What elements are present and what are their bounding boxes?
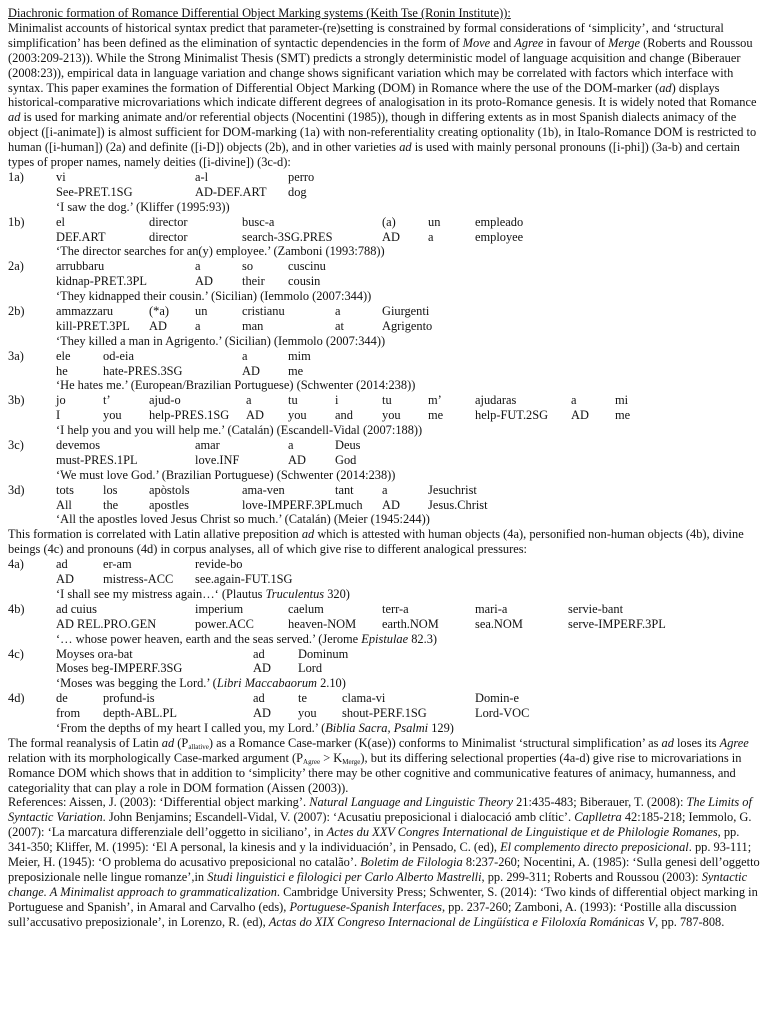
intro-text-run: (Roberts and Roussou (2003:209-213)). While the Strong Minimalist Thesis (SMT) predicts a strongly deterministic model of language acquisition and change (Biberauer (2008:23)), empirical data in language variation and change shows significant variation which may be correlated with factors which interface with syntax. This paper examines the formation of Differential Object Marking (DOM) in Romance where the use of the DOM-marker ( (8, 35, 753, 95)
source-word: a (382, 482, 388, 497)
morpheme-gloss: AD (246, 408, 264, 423)
references-text-run: 42:185-218; Iemmolo, G. (2007): ‘La marcatura differenziale dell’oggetto in siciliano’, in (8, 810, 752, 840)
example-block (8, 483, 764, 528)
abstract-page (8, 6, 764, 930)
translation-text: ‘I help you and you will help me.’ (Catalán) (Escandell-Vidal (2007:188)) (56, 423, 423, 438)
source-word: ad (56, 557, 68, 572)
source-word: terr-a (382, 601, 409, 616)
intro-text-run: ad (8, 110, 21, 125)
morpheme-gloss: AD (253, 661, 271, 676)
morpheme-gloss: AD (56, 572, 74, 587)
intro-text-run: in favour of (543, 35, 609, 50)
references-text-run: References: Aissen, J. (2003): ‘Differential object marking’. (8, 795, 310, 810)
example-number: 4c) (8, 646, 24, 661)
translation-text: ‘He hates me.’ (European/Brazilian Portuguese) (Schwenter (2014:238)) (56, 378, 416, 393)
morpheme-gloss: AD (288, 452, 306, 467)
morpheme-gloss: AD-DEF.ART (195, 184, 267, 199)
example-gloss-line (8, 215, 764, 230)
example-gloss-line (8, 438, 764, 453)
translation-text: Biblia Sacra, Psalmi (325, 720, 429, 735)
conclusion-text-run: Agree (719, 735, 749, 750)
conclusion-text-run: (P (174, 735, 189, 750)
morpheme-gloss: depth-ABL.PL (103, 706, 177, 721)
source-word: so (242, 259, 254, 274)
morpheme-gloss: at (335, 318, 344, 333)
example-morph-line (8, 498, 764, 513)
source-word: amar (195, 438, 220, 452)
morpheme-gloss: help-PRES.1SG (149, 408, 230, 423)
translation-text: Epistulae (361, 631, 409, 646)
morpheme-gloss: you (298, 706, 317, 721)
references-text-run: . John Benjamins; Escandell-Vidal, V. (2007): ‘Acusatiu preposicional i dialocació amb clític’. (102, 810, 575, 825)
morpheme-gloss: kill-PRET.3PL (56, 318, 130, 333)
translation-text: ‘They killed a man in Agrigento.’ (Sicilian) (Iemmolo (2007:344)) (56, 333, 386, 348)
morpheme-gloss: AD (382, 229, 400, 244)
source-word: od-eia (103, 348, 134, 363)
references-text-run: Actes du XXV Congres International de Linguistique et de Philologie Romanes (326, 825, 718, 840)
morpheme-gloss: Agrigento (382, 318, 433, 333)
references-text-run: . pp. 93-111; Meier, H. (1945): ‘O problema do acusativo preposicional no catalão’. (8, 840, 752, 870)
morpheme-gloss: employee (475, 229, 524, 244)
example-translation (8, 587, 764, 602)
conclusion-text-run: The formal reanalysis of Latin (8, 735, 162, 750)
references-text-run: Caplletra (574, 810, 622, 825)
example-number: 1a) (8, 169, 24, 184)
morpheme-gloss: AD (242, 363, 260, 378)
intro-text-run: Minimalist accounts of historical syntax predict that parameter-(re)setting is constrained by formal considerations of ‘simplicity’, and ‘structural simplification’ has been defined as the elimination of syntactic dependencies in the form of (8, 20, 724, 50)
references-text-run: Studi linguistici e filologici per Carlo Alberto Mastrelli (207, 870, 482, 884)
morpheme-gloss: and (335, 408, 353, 423)
morpheme-gloss: help-FUT.2SG (475, 408, 549, 423)
middle-text-run: ad (301, 527, 315, 542)
references-text-run: , pp. 237-260; Zamboni, A. (1993): ‘Postille alla discussion sull’accusativo preposizionale’, in Lorenzo, R. (ed), (8, 899, 737, 929)
example-number: 4a) (8, 557, 24, 572)
example-morph-line (8, 661, 764, 676)
example-morph-line (8, 274, 764, 289)
morpheme-gloss: AD (195, 274, 213, 289)
source-word: er-am (103, 557, 132, 572)
example-translation (8, 632, 764, 647)
example-number: 3c) (8, 438, 24, 452)
morpheme-gloss: hate-PRES.3SG (103, 363, 183, 378)
source-word: un (195, 303, 208, 318)
source-word: a (288, 438, 294, 452)
examples-group-1 (8, 170, 764, 527)
morpheme-gloss: you (288, 408, 307, 423)
morpheme-gloss: DEF.ART (56, 229, 106, 244)
example-translation (8, 423, 764, 438)
conclusion-text-run: Agree (303, 757, 321, 766)
source-word: vi (56, 169, 66, 184)
example-number: 3a) (8, 348, 24, 363)
source-word: (a) (382, 214, 396, 229)
morpheme-gloss: must-PRES.1PL (56, 452, 138, 467)
example-block (8, 438, 764, 483)
example-gloss-line (8, 304, 764, 319)
source-word: los (103, 482, 118, 497)
source-word: Deus (335, 438, 361, 452)
example-block (8, 557, 764, 602)
morpheme-gloss: search-3SG.PRES (242, 229, 333, 244)
references-text-run: Syntactic change. A Minimalist approach to grammaticalization (8, 870, 748, 899)
morpheme-gloss: AD (571, 408, 589, 423)
conclusion-paragraph (8, 736, 764, 796)
examples-group-2 (8, 557, 764, 736)
intro-paragraph (8, 21, 764, 170)
source-word: ama-ven (242, 482, 285, 497)
morpheme-gloss: me (428, 408, 444, 423)
morpheme-gloss: sea.NOM (475, 616, 523, 631)
example-translation (8, 244, 764, 259)
example-translation (8, 676, 764, 691)
example-number: 1b) (8, 214, 25, 229)
source-word: revide-bo (195, 557, 243, 572)
conclusion-text-run: ad (661, 735, 674, 750)
conclusion-text-run: relation with its morphologically Case-marked argument (P (8, 750, 304, 765)
source-word: jo (56, 393, 66, 408)
example-morph-line (8, 706, 764, 721)
morpheme-gloss: kidnap-PRET.3PL (56, 274, 147, 289)
morpheme-gloss: mistress-ACC (103, 572, 174, 587)
source-word: ammazzaru (56, 303, 114, 318)
conclusion-text-run: ad (161, 735, 175, 750)
source-word: ajud-o (149, 393, 181, 408)
morpheme-gloss: from (56, 706, 81, 721)
source-word: ad (253, 691, 265, 706)
source-word: i (335, 393, 339, 408)
source-word: tu (382, 393, 392, 408)
source-word: profund-is (103, 691, 155, 706)
translation-text: ‘They kidnapped their cousin.’ (Sicilian) (Iemmolo (2007:344)) (56, 289, 372, 304)
morpheme-gloss: I (56, 408, 61, 423)
example-number: 4d) (8, 691, 25, 706)
morpheme-gloss: dog (288, 184, 307, 199)
translation-text: ‘I saw the dog.’ (Kliffer (1995:93)) (56, 199, 230, 214)
source-word: ad (253, 646, 265, 661)
morpheme-gloss: God (335, 452, 357, 467)
morpheme-gloss: Lord-VOC (475, 706, 530, 721)
source-word: a (335, 303, 341, 318)
source-word: arrubbaru (56, 259, 105, 274)
translation-text: ‘Moses was begging the Lord.’ ( (56, 676, 217, 691)
source-word: director (149, 214, 188, 229)
source-word: tant (335, 482, 354, 497)
example-block (8, 393, 764, 438)
references-text-run: Natural Language and Linguistic Theory (309, 795, 513, 810)
morpheme-gloss: love.INF (195, 452, 240, 467)
translation-text: ‘I shall see my mistress again…‘ (Plautus (56, 586, 266, 601)
source-word: ad cuius (56, 601, 97, 616)
example-gloss-line (8, 647, 764, 662)
example-translation (8, 378, 764, 393)
intro-text-run: Agree (514, 35, 544, 50)
source-word: a (246, 393, 252, 408)
references-text-run: , pp. 341-350; Kliffer, M. (1995): ‘El A personal, la kinesis and y la individuación’, in Pensado, C. (ed), (8, 825, 740, 855)
source-word: a-l (195, 169, 209, 184)
translation-text: ‘… whose power heaven, earth and the seas served.’ (Jerome (56, 631, 362, 646)
morpheme-gloss: earth.NOM (382, 616, 439, 631)
source-word: empleado (475, 214, 524, 229)
source-word: apòstols (149, 482, 190, 497)
morpheme-gloss: man (242, 318, 264, 333)
example-morph-line (8, 453, 764, 468)
morpheme-gloss: me (615, 408, 631, 423)
middle-paragraph (8, 527, 764, 557)
translation-text: ‘We must love God.’ (Brazilian Portuguese) (Schwenter (2014:238)) (56, 467, 396, 482)
example-morph-line (8, 408, 764, 423)
morpheme-gloss: you (382, 408, 401, 423)
source-word: (*a) (149, 303, 169, 318)
morpheme-gloss: much (335, 497, 363, 512)
references-text-run: El complemento directo preposicional (500, 840, 689, 855)
references-text-run: Boletim de Filologia (360, 855, 463, 870)
morpheme-gloss: power.ACC (195, 616, 254, 631)
morpheme-gloss: a (428, 229, 434, 244)
example-gloss-line (8, 259, 764, 274)
source-word: perro (288, 169, 315, 184)
translation-text: 129) (428, 720, 454, 735)
translation-text: ‘All the apostles loved Jesus Christ so much.’ (Catalán) (Meier (1945:244)) (56, 512, 430, 527)
references-text-run: . Cambridge University Press; Schwenter, S. (2014): ‘Two kinds of differential object marking in Portuguese and Spanish’, in Amaral and Carvalho (eds), (8, 884, 758, 914)
example-gloss-line (8, 349, 764, 364)
example-number: 4b) (8, 601, 25, 616)
references-text-run: Portuguese-Spanish Interfaces (289, 899, 442, 914)
example-gloss-line (8, 602, 764, 617)
example-block (8, 647, 764, 692)
conclusion-text-run: ), but its differing selectional properties (4a-d) give rise to microvariations in Romance DOM which shows that in addition to ‘simplicity’ there may be other cognitive and communicative features of animacy, humanness, and categoriality that can play a role in DOM formation (Aissen (2003)). (8, 750, 742, 795)
conclusion-text-run: ) as a Romance Case-marker (K(ase)) conforms to Minimalist ‘structural simplification’ as (208, 735, 662, 750)
morpheme-gloss: Lord (298, 661, 323, 676)
source-word: el (56, 214, 65, 229)
source-word: clama-vi (342, 691, 386, 706)
page-title: Diachronic formation of Romance Differential Object Marking systems (Keith Tse (Ronin Institute)): (8, 6, 511, 20)
source-word: mari-a (475, 601, 508, 616)
example-block (8, 215, 764, 260)
morpheme-gloss: cousin (288, 274, 321, 289)
morpheme-gloss: AD REL.PRO.GEN (56, 616, 157, 631)
morpheme-gloss: see.again-FUT.1SG (195, 572, 293, 587)
source-word: cuscinu (288, 259, 326, 274)
translation-text: ‘The director searches for an(y) employee.’ (Zamboni (1993:788)) (56, 244, 385, 259)
morpheme-gloss: director (149, 229, 188, 244)
example-block (8, 259, 764, 304)
references-text-run: The Limits of Syntactic Variation (8, 795, 752, 825)
source-word: devemos (56, 438, 101, 452)
example-translation (8, 334, 764, 349)
morpheme-gloss: shout-PERF.1SG (342, 706, 427, 721)
source-word: te (298, 691, 307, 706)
intro-text-run: and (490, 35, 515, 50)
references-text-run: 21:435-483; Biberauer, T. (2008): (512, 795, 687, 810)
example-block (8, 602, 764, 647)
example-morph-line (8, 319, 764, 334)
middle-text-run: This formation is correlated with Latin allative preposition (8, 527, 302, 542)
intro-text-run: ) displays historical-comparative microvariations which indicate different degrees of analogisation in its proto-Romance genesis. It is widely noted that Romance (8, 80, 757, 110)
example-gloss-line (8, 691, 764, 706)
references-paragraph (8, 795, 764, 929)
morpheme-gloss: a (195, 318, 201, 333)
morpheme-gloss: heaven-NOM (288, 616, 357, 631)
translation-text: 2.10) (316, 676, 346, 691)
translation-text: Truculentus (265, 586, 325, 601)
example-block (8, 170, 764, 215)
example-morph-line (8, 364, 764, 379)
morpheme-gloss: AD (253, 706, 271, 721)
example-morph-line (8, 185, 764, 200)
example-number: 3d) (8, 482, 25, 497)
example-morph-line (8, 617, 764, 632)
morpheme-gloss: AD (149, 318, 167, 333)
morpheme-gloss: the (103, 497, 119, 512)
source-word: Domin-e (475, 691, 520, 706)
morpheme-gloss: AD (382, 497, 400, 512)
example-gloss-line (8, 483, 764, 498)
conclusion-text-run: > K (320, 750, 343, 765)
example-number: 2a) (8, 259, 24, 274)
intro-text-run: Merge (608, 35, 640, 50)
morpheme-gloss: you (103, 408, 122, 423)
source-word: Jesuchrist (428, 482, 477, 497)
source-word: caelum (288, 601, 324, 616)
source-word: t’ (103, 393, 111, 408)
source-word: ele (56, 348, 71, 363)
intro-text-run: ad (399, 140, 412, 155)
source-word: a (571, 393, 577, 408)
source-word: busc-a (242, 214, 275, 229)
middle-text-run: which is attested with human objects (4a), personified non-human objects (4b), divine beings (4c) and pronouns (4d) in corpus analyses, all of which give rise to different analogical pressures: (8, 527, 744, 557)
source-word: a (242, 348, 248, 363)
intro-text-run: is used with mainly personal pronouns ([i-phi]) (3a-b) and certain types of proper names, namely deities ([i-divine]) (3c-d): (8, 140, 740, 170)
conclusion-text-run: allative (188, 742, 209, 751)
intro-text-run: Move (462, 35, 491, 50)
source-word: servie-bant (568, 601, 624, 616)
references-text-run: 8:237-260; Nocentini, A. (1985): ‘Sulla genesi dell’oggetto preposizionale nelle lingue romanze’,in (8, 855, 760, 884)
morpheme-gloss: All (56, 497, 72, 512)
translation-text: Libri Maccabaorum (216, 676, 317, 691)
source-word: a (195, 259, 201, 274)
source-word: imperium (195, 601, 244, 616)
source-word: Moyses ora-bat (56, 646, 133, 661)
intro-text-run: is used for marking animate and/or referential objects (Nocentini (1985)), though in differing extents as in most Spanish dialects animacy of the object ([i-animate]) is almost sufficient for DOM-marking (1a) with non-referentiality creating optionality (1b), in Italo-Romance DOM is restricted to human ([i-human]) (2a) and definite ([i-D]) objects (2b), and in other varieties (8, 110, 757, 155)
example-block (8, 691, 764, 736)
example-morph-line (8, 572, 764, 587)
source-word: tu (288, 393, 298, 408)
example-translation (8, 289, 764, 304)
example-number: 2b) (8, 303, 25, 318)
morpheme-gloss: he (56, 363, 68, 378)
source-word: de (56, 691, 68, 706)
translation-text: 82.3) (408, 631, 438, 646)
example-block (8, 349, 764, 394)
example-number: 3b) (8, 393, 25, 408)
morpheme-gloss: me (288, 363, 304, 378)
translation-text: 320) (324, 586, 350, 601)
example-translation (8, 721, 764, 736)
morpheme-gloss: Jesus.Christ (428, 497, 488, 512)
source-word: Giurgenti (382, 303, 430, 318)
example-translation (8, 512, 764, 527)
references-text-run: , pp. 787-808. (655, 914, 725, 929)
example-block (8, 304, 764, 349)
source-word: cristianu (242, 303, 285, 318)
intro-text-run: ad (659, 80, 672, 95)
references-text-run: , pp. 299-311; Roberts and Roussou (2003): (481, 870, 702, 884)
translation-text: ‘From the depths of my heart I called you, my Lord.’ ( (56, 720, 326, 735)
source-word: un (428, 214, 441, 229)
morpheme-gloss: serve-IMPERF.3PL (568, 616, 666, 631)
example-morph-line (8, 230, 764, 245)
source-word: tots (56, 482, 74, 497)
example-gloss-line (8, 557, 764, 572)
source-word: mim (288, 348, 311, 363)
morpheme-gloss: apostles (149, 497, 189, 512)
morpheme-gloss: love-IMPERF.3PL (242, 497, 335, 512)
conclusion-text-run: Merge (342, 757, 361, 766)
source-word: m’ (428, 393, 442, 408)
morpheme-gloss: their (242, 274, 265, 289)
source-word: ajudaras (475, 393, 517, 408)
morpheme-gloss: See-PRET.1SG (56, 184, 133, 199)
conclusion-text-run: loses its (673, 735, 720, 750)
example-translation (8, 200, 764, 215)
example-translation (8, 468, 764, 483)
morpheme-gloss: Moses beg-IMPERF.3SG (56, 661, 183, 676)
source-word: Dominum (298, 646, 349, 661)
references-text-run: Actas do XIX Congreso Internacional de Lingüística e Filoloxía Románicas V (268, 914, 656, 929)
source-word: mi (615, 393, 629, 408)
example-gloss-line (8, 393, 764, 408)
example-gloss-line (8, 170, 764, 185)
